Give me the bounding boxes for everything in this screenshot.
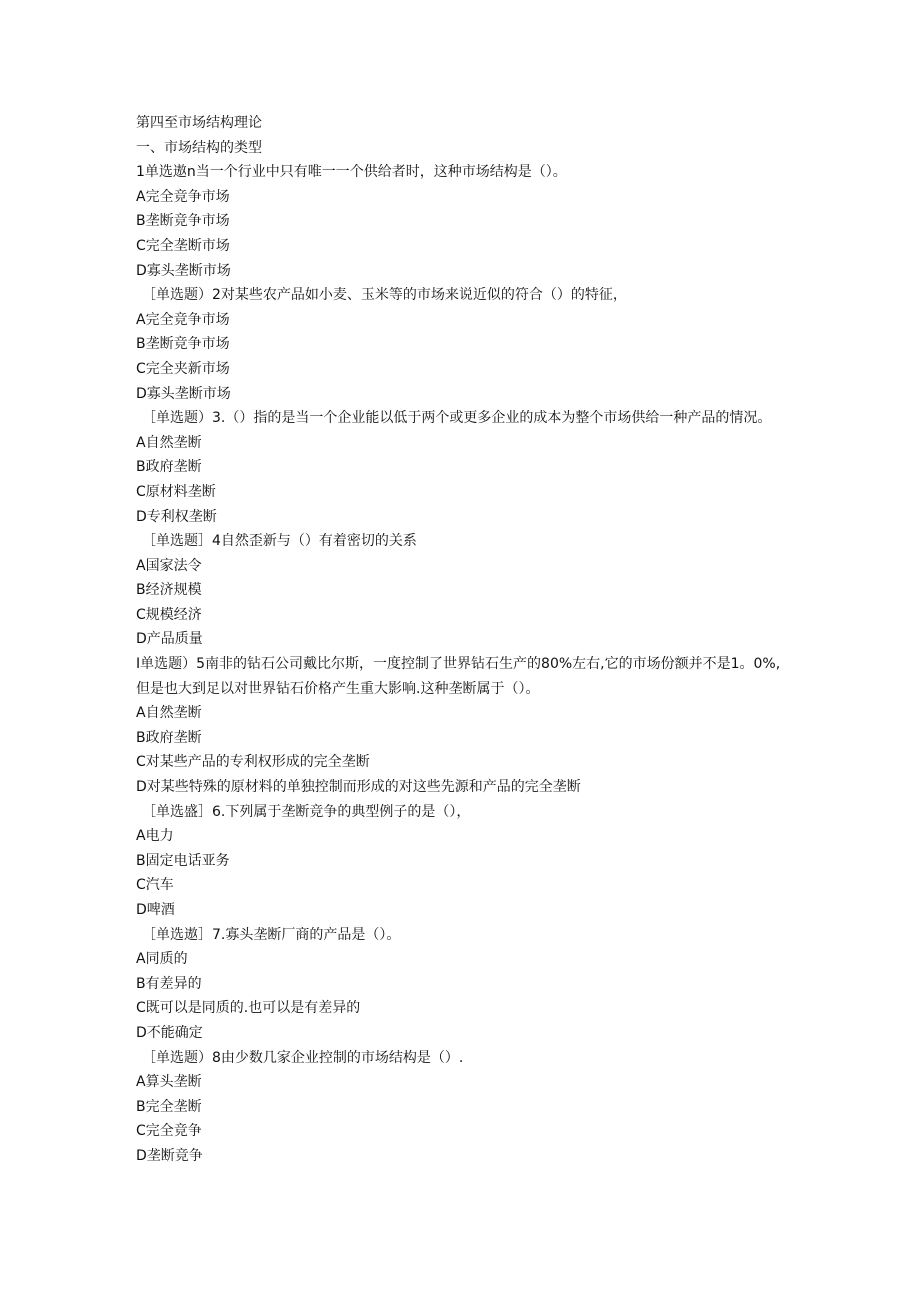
- question-3-option-b: B政府垄断: [136, 459, 202, 476]
- question-4-option-d: D产品质量: [136, 631, 203, 648]
- question-2-option-a: A完全竞争市场: [136, 311, 230, 328]
- question-6-option-a: A电力: [136, 828, 174, 845]
- question-4-option-a: A国家法令: [136, 557, 202, 574]
- question-8-option-c: C完全竞争: [136, 1123, 202, 1140]
- question-7-option-a: A同质的: [136, 951, 188, 968]
- question-1-option-c: C完全垄断市场: [136, 237, 230, 254]
- question-3: ［单选题）3.（）指的是当一个企业能以低于两个或更多企业的成本为整个市场供给一种产品的情况。: [142, 410, 772, 427]
- question-1: 1单选遨n当一个行业中只有唯一一个供给者时，这种市场结构是（）。: [136, 164, 567, 181]
- question-3-option-a: A自然垄断: [136, 434, 202, 451]
- document-body: [136, 111, 786, 1169]
- section-heading: 一、市场结构的类型: [136, 139, 262, 156]
- question-4-option-b: B经济规模: [136, 582, 202, 599]
- document-title: 第四至市场结构理论: [136, 115, 262, 131]
- question-8-option-b: B完全垄断: [136, 1098, 202, 1115]
- question-5: I单选题）5南非的钻石公司戴比尔斯，一度控制了世界钻石生产的80%左右,它的市场份额并不是1。0%,但是也大到足以对世界钻石价格产生重大影响.这种垄断属于（）。: [136, 656, 781, 697]
- question-3-option-d: D专利权垄断: [136, 508, 217, 525]
- question-2: ［单选题）2对某些农产品如小麦、玉米等的市场来说近似的符合（）的特征，: [142, 287, 627, 304]
- question-7: ［单选遨］7.寡头垄断厂商的产品是（）。: [142, 926, 401, 943]
- question-1-option-a: A完全竞争市场: [136, 188, 230, 205]
- question-3-option-c: C原材料垄断: [136, 483, 216, 500]
- question-4: ［单选题］4自然歪新与（）有着密切的关系: [142, 533, 417, 550]
- question-1-option-b: B垄断竞争市场: [136, 213, 230, 230]
- question-6-option-d: D啤酒: [136, 902, 175, 918]
- question-7-option-c: C既可以是同质的.也可以是有差异的: [136, 1000, 361, 1017]
- question-6: ［单选盛］6.下列属于垄断竞争的典型例子的是（），: [142, 803, 471, 820]
- question-2-option-b: B垄断竞争市场: [136, 336, 230, 353]
- question-6-option-c: C汽车: [136, 877, 174, 894]
- question-1-option-d: D寡头垄断市场: [136, 262, 231, 279]
- question-6-option-b: B固定电话亚务: [136, 852, 230, 869]
- question-5-option-b: B政府垄断: [136, 729, 202, 746]
- question-5-option-d: D对某些特殊的原材料的单独控制而形成的对这些先源和产品的完全垄断: [136, 779, 581, 796]
- question-4-option-c: C规模经济: [136, 606, 202, 623]
- question-7-option-d: D不能确定: [136, 1024, 203, 1041]
- question-2-option-d: D寡头垄断市场: [136, 385, 231, 402]
- question-8-option-a: A算头垄断: [136, 1074, 202, 1091]
- question-5-option-c: C对某些产品的专利权形成的完全垄断: [136, 754, 370, 771]
- question-5-option-a: A自然垄断: [136, 705, 202, 722]
- question-8-option-d: D垄断竞争: [136, 1147, 203, 1164]
- question-7-option-b: B有差异的: [136, 975, 202, 992]
- question-2-option-c: C完全夹新市场: [136, 360, 230, 377]
- question-8: ［单选题）8由少数几家企业控制的市场结构是（）.: [142, 1049, 464, 1066]
